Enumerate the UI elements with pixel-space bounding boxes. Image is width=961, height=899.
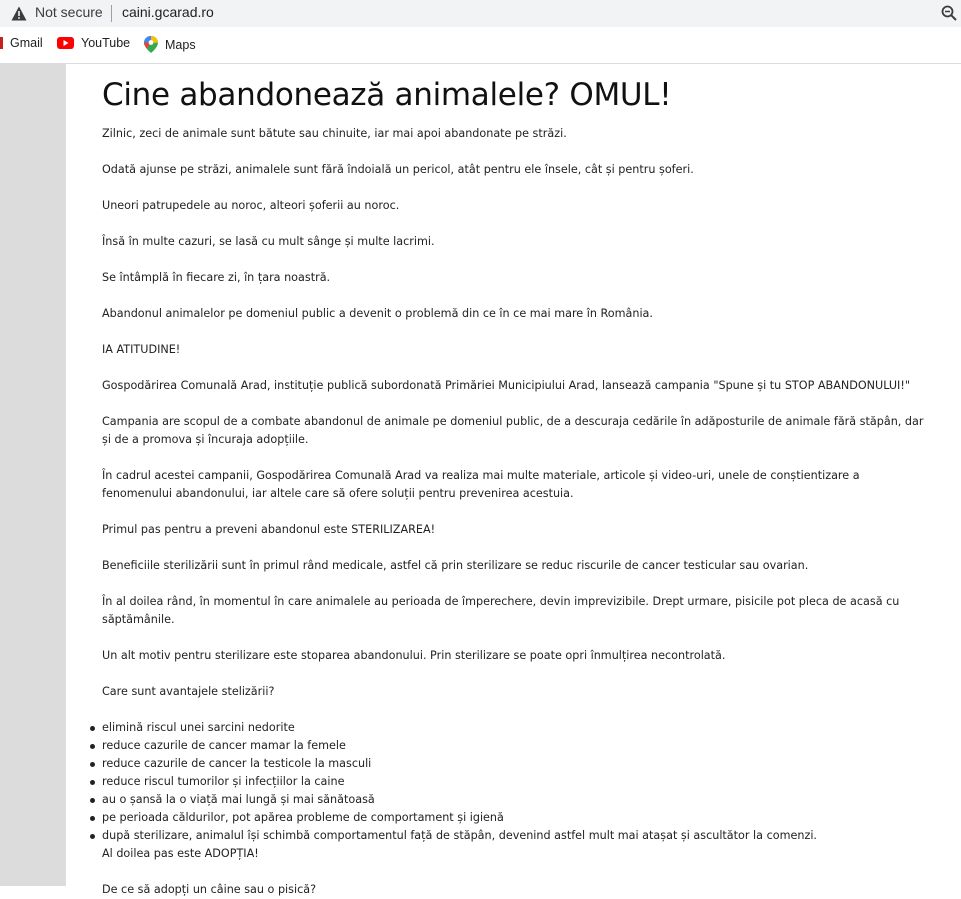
page-title: Cine abandonează animalele? OMUL! (102, 77, 672, 113)
bookmark-youtube[interactable] (57, 36, 130, 50)
zoom-icon[interactable] (941, 5, 957, 21)
bookmark-label: Gmail (10, 36, 43, 50)
list-item: reduce riscul tumorilor și infecțiilor la caine (102, 773, 932, 791)
address-bar[interactable] (0, 0, 961, 27)
bookmark-maps[interactable] (144, 36, 196, 53)
list-item: reduce cazurile de cancer la testicole la masculi (102, 755, 932, 773)
paragraph: Gospodărirea Comunală Arad, instituție publică subordonată Primăriei Municipiului Arad, lansează campania "Spune și tu STOP ABANDONULUI!" (102, 379, 910, 392)
paragraph: Uneori patrupedele au noroc, alteori șoferii au noroc. (102, 199, 400, 212)
bookmark-label: Maps (165, 37, 196, 52)
paragraph: În al doilea rând, în momentul în care animalele au perioada de împerechere, devin imprevizibile. Drept urmare, pisicile pot pleca de acasă cu săptămânile. (102, 595, 900, 626)
bookmark-label: YouTube (81, 36, 131, 50)
left-sidebar-gutter (0, 64, 66, 886)
list-item: elimină riscul unei sarcini nedorite (102, 719, 932, 737)
paragraph: Campania are scopul de a combate abandonul de animale pe domeniul public, de a descuraja cedările în adăposturile de animale fără stăpân, dar și de a promova și încuraja adopțiile. (102, 415, 924, 446)
bookmarks-bar (0, 27, 961, 64)
paragraph: De ce să adopți un câine sau o pisică? (102, 883, 317, 896)
warning-icon[interactable] (11, 6, 27, 21)
list-item: reduce cazurile de cancer mamar la femele (102, 737, 932, 755)
benefits-list (102, 719, 932, 845)
list-item: după sterilizare, animalul își schimbă comportamentul față de stăpân, devenind astfel mult mai atașat și ascultător la comenzi. (102, 827, 932, 845)
list-item: au o șansă la o viață mai lungă și mai sănătoasă (102, 791, 932, 809)
paragraph: Beneficiile sterilizării sunt în primul rând medicale, astfel că prin sterilizare se reduc riscurile de cancer testicular sau ovarian. (102, 559, 809, 572)
paragraph: IA ATITUDINE! (102, 343, 181, 356)
paragraph: Al doilea pas este ADOPȚIA! (102, 847, 259, 860)
bookmark-gmail[interactable] (0, 36, 43, 50)
youtube-icon (57, 37, 74, 49)
paragraph: Odată ajunse pe străzi, animalele sunt fără îndoială un pericol, atât pentru ele însele, cât și pentru șoferi. (102, 163, 694, 176)
paragraph: Însă în multe cazuri, se lasă cu mult sânge și multe lacrimi. (102, 235, 435, 248)
address-divider (111, 5, 112, 22)
list-item: pe perioada căldurilor, pot apărea probleme de comportament și igienă (102, 809, 932, 827)
paragraph: Care sunt avantajele stelizării? (102, 685, 275, 698)
paragraph: În cadrul acestei campanii, Gospodărirea Comunală Arad va realiza mai multe materiale, articole și video-uri, unele de conștientizare a fenomenului abandonului, iar altele care să ofere soluții pentru prevenirea acestuia. (102, 469, 860, 500)
security-status-label[interactable]: Not secure (35, 4, 103, 20)
paragraph: Primul pas pentru a preveni abandonul este STERILIZAREA! (102, 523, 436, 536)
paragraph: Se întâmplă în fiecare zi, în țara noastră. (102, 271, 331, 284)
gmail-icon (0, 37, 3, 49)
maps-pin-icon (144, 36, 158, 53)
article-content (102, 64, 932, 899)
paragraph: Zilnic, zeci de animale sunt bătute sau chinuite, iar mai apoi abandonate pe străzi. (102, 127, 567, 140)
paragraph: Abandonul animalelor pe domeniul public a devenit o problemă din ce în ce mai mare în România. (102, 307, 653, 320)
paragraph: Un alt motiv pentru sterilizare este stoparea abandonului. Prin sterilizare se poate opri înmulțirea necontrolată. (102, 649, 726, 662)
url-text[interactable]: caini.gcarad.ro (122, 4, 214, 20)
